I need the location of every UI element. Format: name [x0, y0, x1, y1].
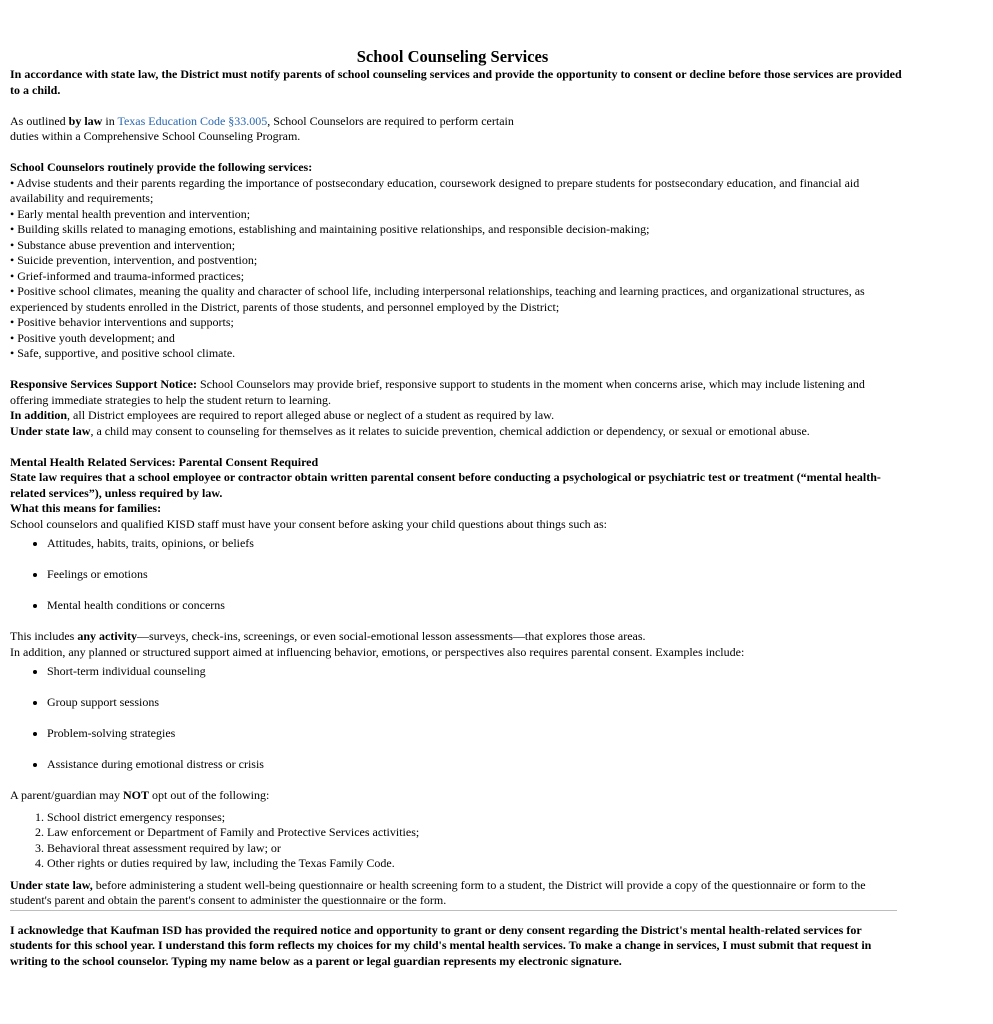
- routine-item: • Substance abuse prevention and intervention;: [10, 237, 236, 252]
- outlined-pre: As outlined: [10, 113, 69, 128]
- includes-pre: This includes: [10, 629, 78, 643]
- responsive-notice: [10, 377, 905, 408]
- list-item: • Problem-solving strategies: [47, 726, 905, 742]
- outlined-bold: by law: [68, 113, 103, 128]
- list-item: 3. Behavioral threat assessment required by law; or: [47, 841, 905, 857]
- texas-education-code-link[interactable]: Texas Education Code §33.005: [117, 113, 268, 128]
- optout-list: [10, 810, 905, 872]
- acknowledgement-paragraph: [10, 923, 905, 970]
- includes-bold: any activity: [77, 629, 137, 643]
- routine-item: • Early mental health prevention and intervention;: [10, 206, 251, 221]
- routine-heading-text: School Counselors routinely provide the following services:: [10, 160, 313, 174]
- addition-bold: In addition: [10, 408, 68, 422]
- outlined-paragraph: [10, 114, 905, 145]
- routine-item: • Grief-informed and trauma-informed practices;: [10, 268, 245, 283]
- questionnaire-paragraph: [10, 878, 905, 909]
- list-item: • Attitudes, habits, traits, opinions, or beliefs: [47, 536, 905, 552]
- list-item: 1. School district emergency responses;: [47, 810, 905, 826]
- routine-heading: [10, 160, 905, 176]
- routine-item: • Safe, supportive, and positive school climate.: [10, 346, 236, 360]
- list-item: 2. Law enforcement or Department of Family and Protective Services activities;: [47, 825, 905, 841]
- routine-item: • Advise students and their parents regarding the importance of postsecondary education, coursework designed to prepare students for postsecondary education, and financial aid availability and requirements;: [10, 175, 860, 205]
- list-item: • Assistance during emotional distress or crisis: [47, 757, 905, 773]
- examples-list: [10, 664, 905, 773]
- list-item: • Short-term individual counseling: [47, 664, 905, 680]
- routine-item: • Suicide prevention, intervention, and postvention;: [10, 253, 258, 267]
- routine-item: • Positive youth development; and: [10, 330, 175, 345]
- outlined-mid: in: [102, 113, 118, 128]
- responsive-text: School Counselors may provide brief, responsive support to students in the moment when concerns arise, which may include listening and offering immediate strategies to help the student return to learning.: [10, 377, 865, 407]
- optout-bold: NOT: [122, 788, 149, 802]
- includes-post: —surveys, check-ins, screenings, or even social-emotional lesson assessments—that explores those areas.: [137, 629, 646, 643]
- acknowledgement-text: I acknowledge that Kaufman ISD has provided the required notice and opportunity to grant or deny consent regarding the District's mental health-related services for students for this school year. I understand this form reflects my choices for my child's mental health services. To make a change in services, I must submit that request in writing to the school counselor. Typing my name below as a parent or legal guardian represents my electronic signature.: [10, 922, 872, 968]
- outlined-post1: , School Counselors are required to perform certain: [267, 113, 514, 128]
- statelaw-text: , a child may consent to counseling for themselves as it relates to suicide prevention, chemical addiction or dependency, or sexual or emotional abuse.: [90, 423, 810, 438]
- mental-health-requirement: [10, 470, 905, 501]
- addition-notice: [10, 408, 905, 424]
- page-title: School Counseling Services: [356, 47, 549, 66]
- list-item: • Feelings or emotions: [47, 567, 905, 583]
- optout-post: opt out of the following:: [148, 788, 270, 802]
- responsive-bold: Responsive Services Support Notice:: [10, 377, 197, 391]
- mental-health-heading: [10, 455, 905, 471]
- list-item: • Group support sessions: [47, 695, 905, 711]
- routine-item: • Positive school climates, meaning the quality and character of school life, including interpersonal relationships, teaching and learning practices, and organizational structures, as experienced by students enrolled in the District, parents of those students, and personnel employed by the District;: [10, 284, 865, 314]
- statelaw-notice: [10, 424, 905, 440]
- questionnaire-bold: Under state law,: [10, 877, 93, 892]
- addition-text: , all District employees are required to report alleged abuse or neglect of a student as required by law.: [67, 408, 555, 422]
- routine-item: • Positive behavior interventions and supports;: [10, 315, 234, 329]
- section-divider: [10, 910, 897, 911]
- planned-paragraph: In addition, any planned or structured support aimed at influencing behavior, emotions, or perspectives also requires parental consent. Examples include:: [10, 644, 745, 659]
- families-text: School counselors and qualified KISD staff must have your consent before asking your child questions about things such as:: [10, 516, 608, 531]
- list-item: • Mental health conditions or concerns: [47, 598, 905, 614]
- topics-list: [10, 536, 905, 614]
- mental-health-requirement-text: State law requires that a school employee or contractor obtain written parental consent before conducting a psychological or psychiatric test or treatment (“mental health-related services”), unless required by law.: [10, 470, 881, 500]
- document-content: [10, 67, 905, 969]
- statelaw-bold: Under state law: [10, 423, 91, 438]
- list-item: 4. Other rights or duties required by law, including the Texas Family Code.: [47, 856, 905, 872]
- mental-health-heading-text: Mental Health Related Services: Parental Consent Required: [10, 454, 319, 469]
- questionnaire-text: before administering a student well-being questionnaire or health screening form to a student, the District will provide a copy of the questionnaire or form to the student's parent and obtain the parent's consent to administer the questionnaire or the form.: [10, 877, 866, 907]
- intro-text: In accordance with state law, the District must notify parents of school counseling services and provide the opportunity to consent or decline before those services are provided to a child.: [10, 67, 902, 97]
- intro-paragraph: [10, 67, 905, 98]
- routine-item: • Building skills related to managing emotions, establishing and maintaining positive relationships, and responsible decision-making;: [10, 222, 650, 236]
- families-heading-text: What this means for families:: [10, 501, 162, 515]
- optout-pre: A parent/guardian may: [10, 788, 123, 802]
- outlined-post2: duties within a Comprehensive School Counseling Program.: [10, 129, 301, 143]
- includes-paragraph: [10, 629, 905, 645]
- optout-paragraph: [10, 788, 905, 804]
- families-heading: [10, 501, 905, 517]
